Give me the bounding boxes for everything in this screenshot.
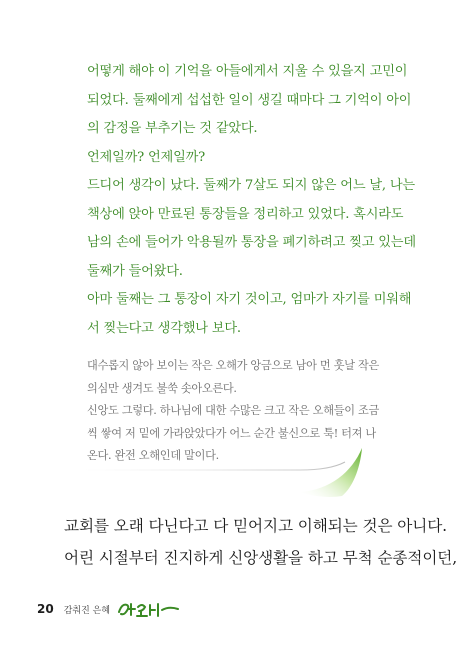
green-line: 되었다. 둘째에게 섭섭한 일이 생길 때마다 그 기억이 아이 — [87, 92, 412, 108]
gray-line: 온다. 완전 오해인데 말이다. — [87, 449, 219, 463]
book-title: 감춰진 은혜 — [63, 605, 111, 616]
green-paragraph — [87, 58, 416, 343]
page-number: 20 — [37, 602, 54, 616]
gray-line: 의심만 생겨도 불쑥 솟아오른다. — [87, 381, 237, 395]
body-line: 어린 시절부터 진지하게 신앙생활을 하고 무척 순종적이던, — [64, 549, 458, 567]
green-line: 둘째가 들어왔다. — [87, 263, 183, 279]
green-line: 드디어 생각이 났다. 둘째가 7살도 되지 않은 어느 날, 나는 — [87, 178, 415, 193]
gray-line: 씩 쌓여 저 밑에 가라앉았다가 어느 순간 불신으로 툭! 터져 나 — [87, 426, 376, 440]
gray-paragraph — [87, 355, 387, 468]
gray-line: 신앙도 그렇다. 하나님에 대한 수많은 크고 작은 오해들이 조금 — [87, 404, 379, 418]
body-paragraph — [64, 510, 458, 574]
publisher-logo — [116, 599, 180, 619]
green-line: 어떻게 해야 이 기억을 아들에게서 지울 수 있을지 고민이 — [87, 64, 408, 79]
green-line: 책상에 앉아 만료된 통장들을 정리하고 있었다. 혹시라도 — [87, 206, 404, 222]
green-line: 남의 손에 들어가 악용될까 통장을 폐기하려고 찢고 있는데 — [87, 235, 416, 250]
gray-line: 대수롭지 않아 보이는 작은 오해가 앙금으로 남아 먼 훗날 작은 — [87, 359, 379, 372]
green-line: 서 찢는다고 생각했나 보다. — [87, 320, 241, 336]
green-line: 아마 둘째는 그 통장이 자기 것이고, 엄마가 자기를 미워해 — [87, 292, 412, 307]
green-line: 언제일까? 언제일까? — [87, 149, 206, 165]
green-line: 의 감정을 부추기는 것 같았다. — [87, 121, 258, 136]
page-footer — [37, 597, 180, 621]
body-line: 교회를 오래 다닌다고 다 믿어지고 이해되는 것은 아니다. — [64, 517, 448, 535]
